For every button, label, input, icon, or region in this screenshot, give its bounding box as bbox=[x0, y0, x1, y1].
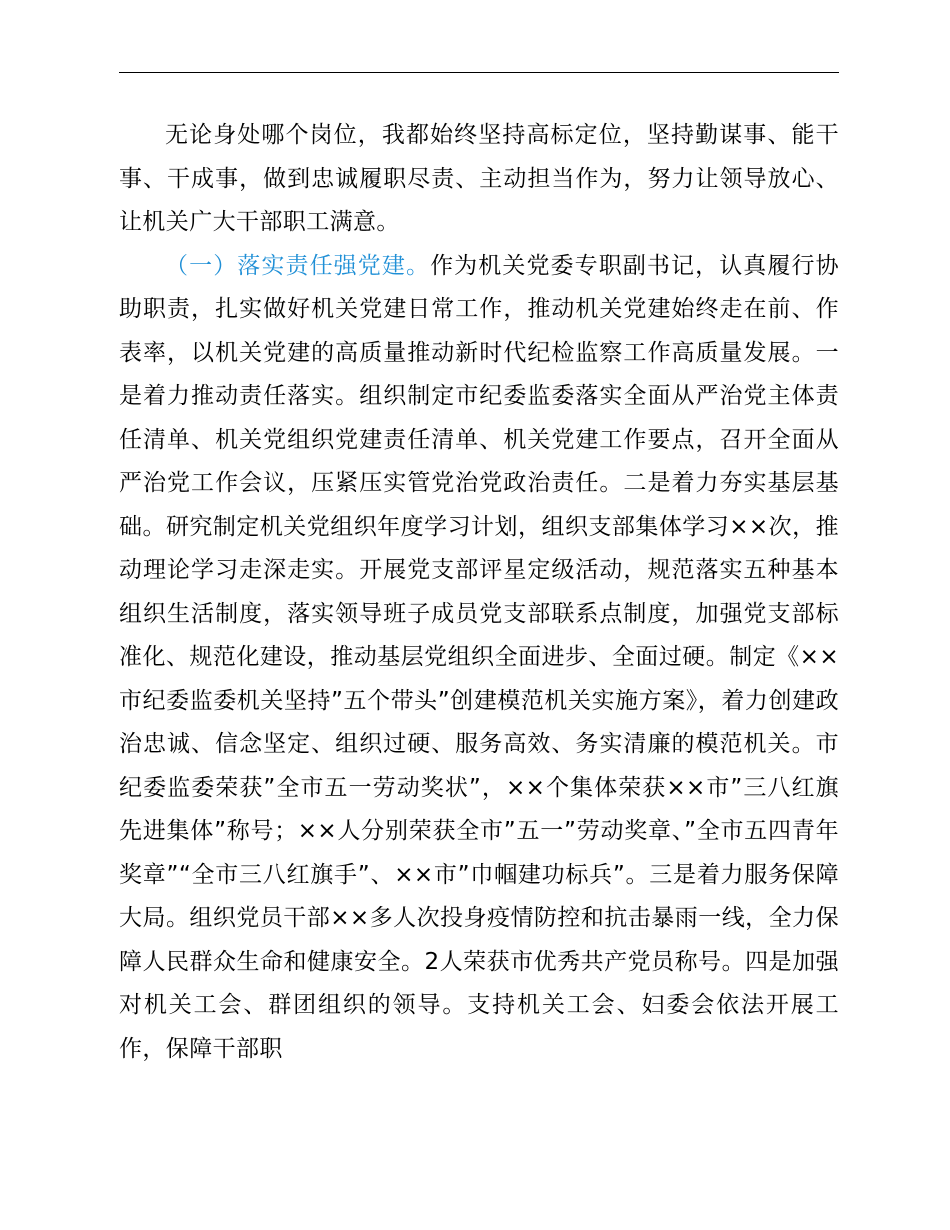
intro-paragraph: 无论身处哪个岗位，我都始终坚持高标定位，坚持勤谋事、能干事、干成事，做到忠诚履职尽责、主动担当作为，努力让领导放心、让机关广大干部职工满意。 bbox=[119, 122, 839, 235]
header-rule bbox=[119, 72, 839, 73]
section-body: 作为机关党委专职副书记，认真履行协助职责，扎实做好机关党建日常工作，推动机关党建始终走在前、作表率，以机关党建的高质量推动新时代纪检监察工作高质量发展。一是着力推动责任落实。组织制定市纪委监委落实全面从严治党主体责任清单、机关党组织党建责任清单、机关党建工作要点，召开全面从严治党工作会议，压紧压实管党治党政治责任。二是着力夯实基层基础。研究制定机关党组织年度学习计划，组织支部集体学习××次，推动理论学习走深走实。开展党支部评星定级活动，规范落实五种基本组织生活制度，落实领导班子成员党支部联系点制度，加强党支部标准化、规范化建设，推动基层党组织全面进步、全面过硬。制定《××市纪委监委机关坚持”五个带头”创建模范机关实施方案》，着力创建政治忠诚、信念坚定、组织过硬、服务高效、务实清廉的模范机关。市纪委监委荣获”全市五一劳动奖状”，××个集体荣获××市”三八红旗先进集体”称号；××人分别荣获全市”五一”劳动奖章、”全市五四青年奖章”“全市三八红旗手”、××市”巾帼建功标兵”。三是着力服务保障大局。组织党员干部××多人次投身疫情防控和抗击暴雨一线，全力保障人民群众生命和健康安全。2人荣获市优秀共产党员称号。四是加强对机关工会、群团组织的领导。支持机关工会、妇委会依法开展工作，保障干部职 bbox=[119, 252, 839, 1062]
document-body bbox=[119, 114, 839, 1071]
section-paragraph bbox=[119, 245, 839, 1072]
section-heading: （一）落实责任强党建。 bbox=[165, 252, 431, 279]
